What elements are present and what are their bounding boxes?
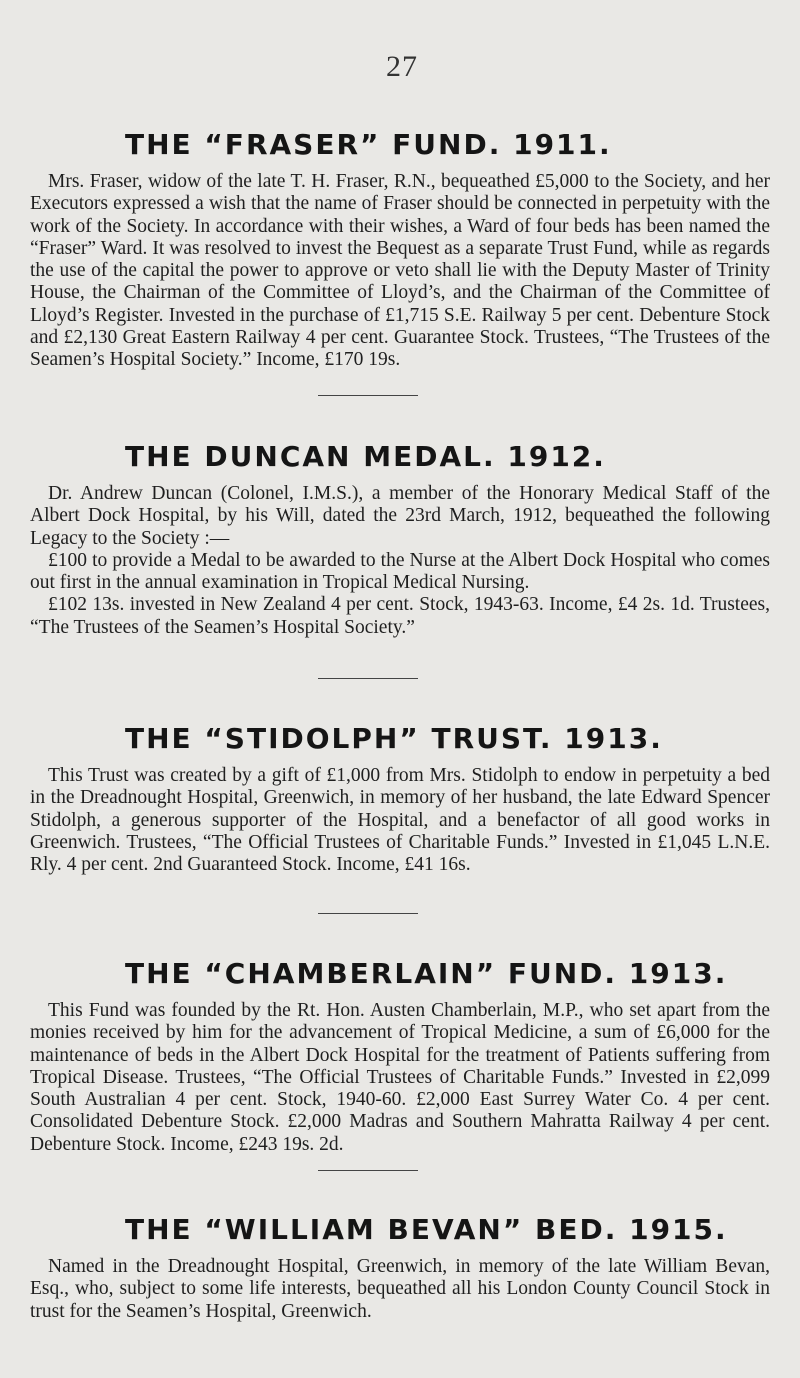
section-heading: THE “CHAMBERLAIN” FUND. 1913. <box>125 957 728 990</box>
section-stidolph-trust <box>30 722 770 876</box>
section-divider <box>318 395 418 396</box>
section-divider <box>318 1170 418 1171</box>
section-heading: THE “WILLIAM BEVAN” BED. 1915. <box>125 1213 728 1246</box>
section-paragraph: This Fund was founded by the Rt. Hon. Austen Chamberlain, M.P., who set apart from the monies received by him for the advancement of Tropical Medicine, a sum of £6,000 for the maintenance of beds in the Albert Dock Hospital for the treatment of Patients suffering from Tropical Disease. Trustees, “The Official Trustees of Charitable Funds.” Invested in £2,099 South Australian 4 per cent. Stock, 1940-60. £2,000 East Surrey Water Co. 4 per cent. Consolidated Debenture Stock. £2,000 Madras and Southern Mahratta Railway 4 per cent. Debenture Stock. Income, £243 19s. 2d. <box>30 1000 770 1155</box>
section-paragraph: This Trust was created by a gift of £1,000 from Mrs. Stidolph to endow in perpetuity a bed in the Dreadnought Hospital, Greenwich, in memory of her husband, the late Edward Spencer Stidolph, a generous supporter of the Hospital, and a benefactor of all good works in Greenwich. Trustees, “The Official Trustees of Charitable Funds.” Invested in £1,045 L.N.E. Rly. 4 per cent. 2nd Guaranteed Stock. Income, £41 16s. <box>30 765 770 876</box>
section-paragraph: Dr. Andrew Duncan (Colonel, I.M.S.), a member of the Honorary Medical Staff of the Albert Dock Hospital, by his Will, dated the 23rd March, 1912, bequeathed the following Legacy to the Society :— <box>30 483 770 549</box>
section-heading: THE “STIDOLPH” TRUST. 1913. <box>125 722 663 755</box>
section-heading: THE “FRASER” FUND. 1911. <box>125 128 612 161</box>
section-paragraph: Named in the Dreadnought Hospital, Greenwich, in memory of the late William Bevan, Esq., who, subject to some life interests, bequeathed all his London County Council Stock in trust for the Seamen’s Hospital, Greenwich. <box>30 1256 770 1322</box>
section-paragraph: £100 to provide a Medal to be awarded to the Nurse at the Albert Dock Hospital who comes out first in the annual examination in Tropical Medical Nursing. <box>30 549 770 594</box>
page-number: 27 <box>386 50 418 83</box>
section-fraser-fund <box>30 128 770 372</box>
section-chamberlain-fund <box>30 957 770 1156</box>
section-divider <box>318 678 418 679</box>
section-heading: THE DUNCAN MEDAL. 1912. <box>125 440 606 473</box>
section-paragraph: Mrs. Fraser, widow of the late T. H. Fraser, R.N., bequeathed £5,000 to the Society, and her Executors expressed a wish that the name of Fraser should be connected in perpetuity with the work of the Society. In accordance with their wishes, a Ward of four beds has been named the “Fraser” Ward. It was resolved to invest the Bequest as a separate Trust Fund, while as regards the use of the capital the power to approve or veto shall lie with the Deputy Master of Trinity House, the Chairman of the Committee of Lloyd’s, and the Chairman of the Committee of Lloyd’s Register. Invested in the purchase of £1,715 S.E. Railway 5 per cent. Debenture Stock and £2,130 Great Eastern Railway 4 per cent. Guarantee Stock. Trustees, “The Trustees of the Seamen’s Hospital Society.” Income, £170 19s. <box>30 171 770 371</box>
section-divider <box>318 913 418 914</box>
section-paragraph: £102 13s. invested in New Zealand 4 per cent. Stock, 1943-63. Income, £4 2s. 1d. Trustees, “The Trustees of the Seamen’s Hospital Society.” <box>30 594 770 638</box>
section-william-bevan-bed <box>30 1213 770 1323</box>
section-duncan-medal <box>30 440 770 639</box>
